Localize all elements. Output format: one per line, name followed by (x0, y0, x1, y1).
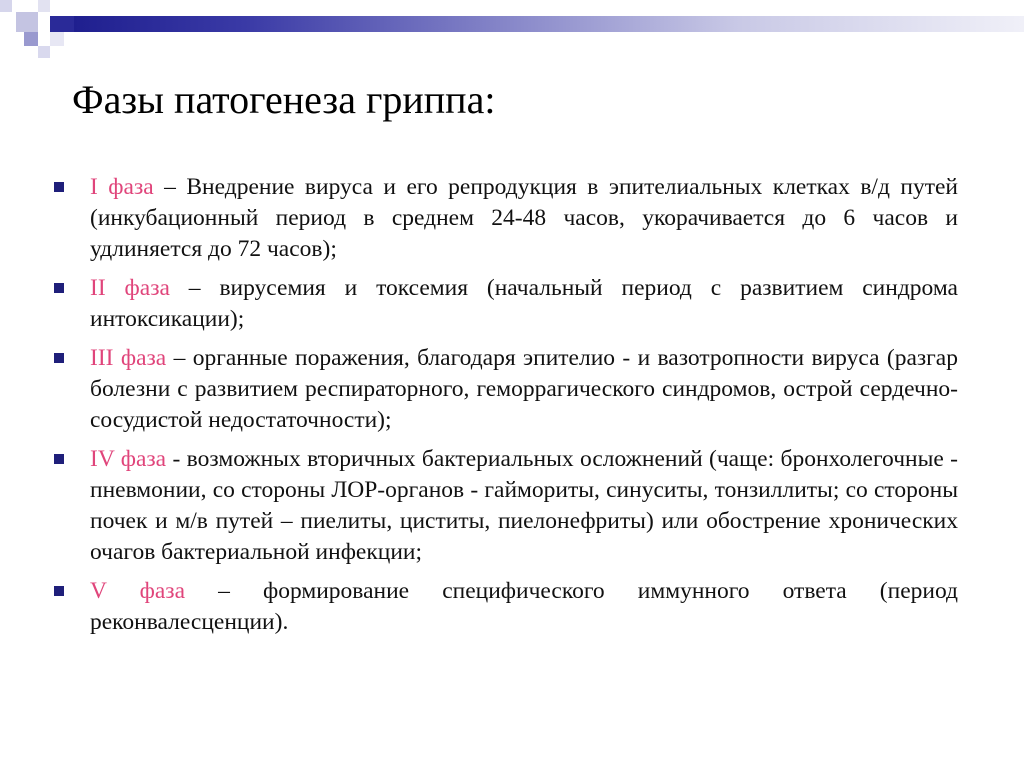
square-bullet-icon (54, 454, 64, 464)
phase-description: – Внедрение вируса и его репродукция в эпителиальных клетках в/д путей (инкубационный период в среднем 24-48 часов, укорачивается до 6 часов и удлиняется до 72 часов); (90, 174, 958, 262)
phase-label: V фаза (90, 578, 186, 604)
list-item (54, 273, 958, 335)
phase-label: IV фаза (90, 446, 167, 472)
square-bullet-icon (54, 586, 64, 596)
decor-square (50, 16, 74, 32)
decor-square (24, 32, 38, 46)
square-bullet-icon (54, 283, 64, 293)
phase-description: – формирование специфического иммунного ответа (период реконвалесценции). (90, 578, 958, 635)
decor-square (50, 32, 64, 46)
list-item (54, 444, 958, 568)
phase-description: – вирусемия и токсемия (начальный период с развитием синдрома интоксикации); (90, 275, 958, 332)
decor-square (38, 0, 50, 12)
phase-description: – органные поражения, благодаря эпителио - и вазотропности вируса (разгар болезни с развитием респираторного, геморрагического синдромов, острой сердечно-сосудистой недостаточности); (90, 345, 958, 433)
square-bullet-icon (54, 353, 64, 363)
list-item (54, 172, 958, 265)
item-text (90, 444, 958, 568)
item-text (90, 343, 958, 436)
phase-description: - возможных вторичных бактериальных осложнений (чаще: бронхолегочные - пневмонии, со стороны ЛОР-органов - гаймориты, синуситы, тонзиллиты; со стороны почек и м/в путей – пиелиты, циститы, пиелонефриты) или обострение хронических очагов бактериальной инфекции; (90, 446, 958, 565)
phase-label: II фаза (90, 275, 170, 301)
item-text (90, 273, 958, 335)
item-text (90, 576, 958, 638)
square-bullet-icon (54, 182, 64, 192)
item-text (90, 172, 958, 265)
phase-list (54, 172, 958, 646)
phase-label: I фаза (90, 174, 154, 200)
decor-square (16, 12, 38, 32)
list-item (54, 576, 958, 638)
decor-square (38, 46, 50, 58)
slide-title: Фазы патогенеза гриппа: (72, 77, 496, 122)
phase-label: III фаза (90, 345, 167, 371)
list-item (54, 343, 958, 436)
decor-square (0, 0, 12, 12)
header-gradient-bar (74, 16, 1024, 32)
